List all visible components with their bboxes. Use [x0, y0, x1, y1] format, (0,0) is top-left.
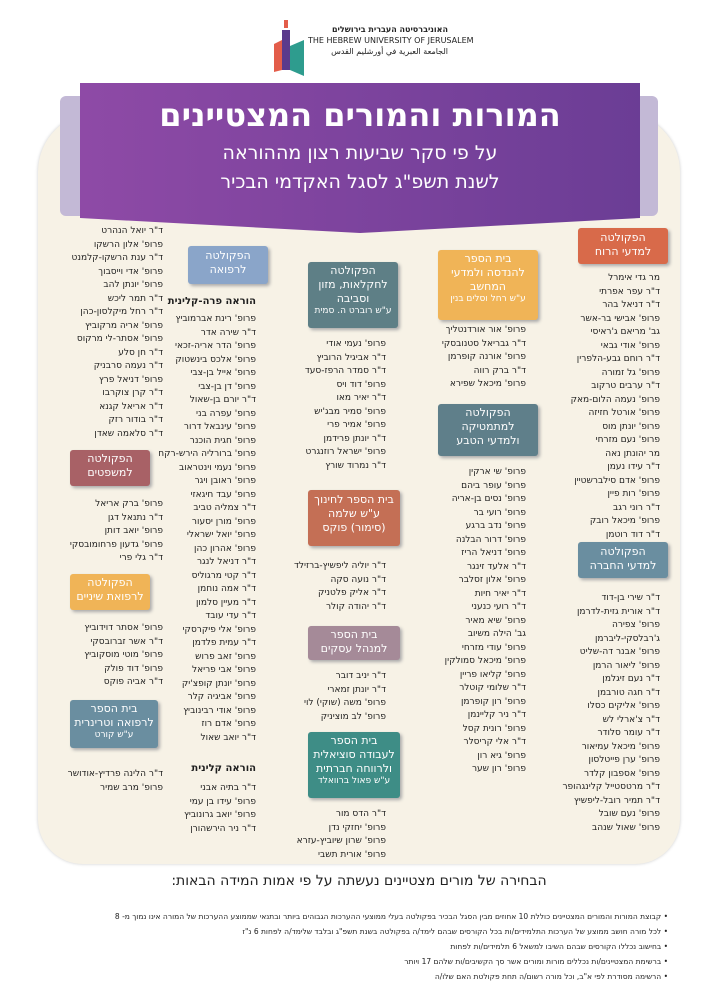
list-item: ד"ר שלומי קוטלר	[459, 683, 526, 693]
list-item: ד"ר סלאמה שאדן	[94, 428, 163, 439]
list-item: ד"ר יאיר חיות	[474, 588, 526, 599]
tag-science-label: הפקולטה למתמטיקה ולמדעי הטבע	[456, 406, 520, 447]
list-item: פרופ' עפרה בני	[195, 408, 256, 419]
tag-veterinary	[70, 700, 158, 748]
list-item: פרופ' אורית תשבי	[318, 849, 386, 860]
list-item: ד"ר שירה אדר	[200, 327, 256, 338]
list-item: ד"ר סמדר הרפז-סעד	[304, 366, 386, 376]
list-item: פרופ' יונתן קופצ'יק	[181, 678, 256, 689]
list-item: ד"ר עדי עובד	[205, 611, 256, 621]
list-item: פרופ' נעמי וינטראוב	[179, 462, 256, 473]
tag-engineering-sub: ע"ש רחל וסלים בנין	[450, 294, 526, 304]
list-item: פרופ' עופר ביהם	[461, 480, 526, 491]
tag-agriculture-label: הפקולטה לחקלאות, מזון וסביבה	[318, 264, 388, 305]
list-item: פרופ' רון קופרמן	[460, 696, 526, 707]
list-item: ד"ר עפר אפרתי	[599, 286, 660, 297]
list-item: ד"ר קטי מרגוליס	[191, 570, 256, 581]
list-item: ד"ר רחל מיקלסון-כהן	[80, 307, 163, 317]
list-item: ד"ר חן סלע	[118, 347, 163, 358]
list-item: פרופ' אדם סילברשטיין	[574, 475, 660, 486]
tag-education-label: בית הספר לחינוך ע"ש שלמה (סימור) פוקס	[314, 493, 394, 534]
list-item: פרופ' מיכאל שפירא	[449, 379, 526, 389]
tag-agriculture-sub: ע"ש רוברט ה. סמית	[314, 306, 392, 316]
list-item: ד"ר יניב דובר	[335, 671, 386, 681]
tag-social-sciences	[578, 542, 668, 578]
list-item: ד"ר תמיר רובל-ליפשיץ	[573, 795, 660, 806]
list-item: ד"ר גבריאל סטנובסקי	[441, 338, 526, 349]
list-item: פרופ' נסים בן-אריה	[451, 494, 526, 504]
list-veterinary	[43, 768, 163, 795]
list-medicine-cont	[43, 225, 163, 441]
list-item: ג'רבלסקי-ליברמן	[594, 633, 660, 644]
subhead-preclinical: הוראה פרה-קלינית	[167, 296, 256, 307]
list-item: פרופ' אודי רבינוביץ	[183, 705, 256, 716]
criteria-list	[48, 909, 668, 984]
list-item: פרופ' מרב שמיר	[100, 782, 163, 793]
list-item: ד"ר דניאל לנגר	[196, 557, 256, 567]
list-item: פרופ' מורן יסעור	[191, 516, 256, 527]
list-item: ד"ר אלי קריסלר	[463, 737, 526, 747]
list-item: ד"ר נועה סקה	[330, 574, 386, 585]
list-item: פרופ' ברורליה הירש-רקח	[158, 449, 256, 459]
list-item: פרופ' גיא רון	[477, 750, 526, 761]
list-item: פרופ' אודי גבאי	[600, 340, 660, 351]
list-item: פרופ' אבי פריאל	[191, 665, 256, 675]
list-item: פרופ' רות פיין	[607, 489, 660, 499]
list-item: ד"ר אלעד זינגר	[466, 561, 526, 572]
list-item: פרופ' אספבון קלדר	[583, 768, 660, 779]
list-item: ד"ר ערבים טרקוב	[591, 381, 660, 391]
tag-veterinary-label: בית הספר לרפואה וטרינרית	[74, 702, 154, 729]
list-item: ד"ר הדס מור	[335, 809, 386, 819]
list-item: ד"ר אמה נוחמן	[197, 584, 256, 594]
list-item: פרופ' אהרון כהן	[194, 543, 256, 554]
list-item: ד"ר נתנאל דגן	[107, 512, 163, 523]
list-item: פרופ' שיא מאיר	[465, 615, 526, 626]
list-item: פרופ' יונתן מוס	[602, 421, 660, 432]
list-item: פרופ' אסתר דוידוביץ	[84, 623, 163, 633]
list-item: פרופ' אלון הרשקו	[93, 239, 163, 250]
list-item: פרופ' דניאל הריז	[461, 548, 526, 558]
list-item: ד"ר רוני רגב	[613, 502, 660, 513]
list-item: ד"ר יונתן זמארי	[327, 684, 386, 695]
hebrew-university-logo-icon	[268, 18, 308, 78]
list-item: ד"ר קרן צוקרבו	[102, 388, 163, 398]
criteria-item: • קבוצת המורות והמורים המצטיינים כוללת 10 אחוזים מבין הסגל הבכיר בפקולטה בעלי ממוצעי ההערכות הגבוהים ביותר ובתנאי שממוצע ההערכות של המורה אינו נמוך מ- 8	[114, 912, 668, 921]
list-item: פרופ' סמיר מבג'יש	[314, 406, 386, 417]
list-item: פרופ' אייל בן-צבי	[190, 368, 256, 378]
page-title: המורות והמורים המצטיינים	[159, 96, 561, 134]
list-item: ד"ר תמר ליכש	[107, 293, 163, 304]
tag-business	[308, 626, 400, 660]
list-item: ד"ר גלי פרי	[119, 553, 163, 563]
list-item: פרופ' דוד ויס	[336, 379, 386, 390]
list-item: מר גדי אימרל	[608, 273, 660, 283]
list-item: ד"ר נעם זיגלמן	[602, 674, 660, 684]
tag-humanities	[578, 228, 668, 264]
list-item: פרופ' אסתר-לי מרקוס	[76, 334, 163, 344]
list-business	[266, 670, 386, 724]
list-item: ד"ר רוחם גבע-הלפרין	[576, 354, 660, 364]
list-item: ד"ר יאיר מאו	[336, 393, 386, 403]
tag-science	[438, 404, 538, 456]
university-name	[308, 24, 474, 57]
list-item: ד"ר ניר קליינמן	[467, 710, 526, 720]
list-item: ד"ר יורם בן-שאול	[189, 395, 256, 405]
list-item: פרופ' רינת אברמוביץ	[175, 314, 256, 324]
tag-business-label: בית הספר למנהל עסקים	[320, 628, 388, 655]
criteria-item: • בחישוב נכללו הקורסים שבהם השיבו למשאל 6 תלמידים/ות לפחות	[450, 942, 668, 951]
list-item: ד"ר יואב שאול	[200, 732, 256, 743]
list-item: פרופ' ראובן ויגר	[194, 476, 256, 486]
list-item: פרופ' אבישי בר-אשר	[580, 313, 660, 324]
list-item: ד"ר הלינה פרדיץ-אודושר	[67, 769, 163, 779]
list-item: פרופ' אלכס בינשטוק	[175, 354, 256, 365]
list-item: ד"ר יואל הנהרט	[101, 226, 163, 236]
list-item: גב' הילה משיוב	[467, 629, 526, 639]
list-item: ד"ר אביה פוקס	[103, 677, 163, 687]
list-item: פרופ' אדי וייסבוך	[98, 266, 163, 277]
list-education	[266, 560, 386, 614]
list-social-sciences	[540, 592, 660, 835]
list-item: ד"ר אורית גזית-לדרמן	[576, 606, 660, 617]
list-item: פרופ' ישראל רוזנגרט	[305, 447, 386, 457]
list-item: פרופ' ברק אריאל	[95, 499, 163, 509]
list-item: פרופ' שאול שנהב	[592, 822, 660, 833]
list-item: ד"ר ענת הרשקו-קלמנט	[71, 253, 163, 263]
list-item: פרופ' אורטל חזיזה	[588, 408, 660, 418]
list-item: פרופ' נעמי אודי	[326, 339, 386, 349]
list-item: פרופ' דן בן-צבי	[198, 381, 256, 392]
list-item: פרופ' דוד פולק	[104, 663, 163, 674]
list-item: פרופ' אדם רוז	[201, 719, 256, 729]
tag-veterinary-sub: ע"ש קורט	[94, 730, 134, 740]
list-item: ד"ר שירי בן-דוד	[601, 593, 660, 603]
list-item: פרופ' רונית קסל	[462, 723, 526, 734]
list-science	[406, 466, 526, 777]
list-item: ד"ר חגה טורבמן	[597, 687, 660, 698]
list-item: פרופ' אבנר דה-שליט	[579, 647, 660, 657]
list-item: ד"ר יהודה קולר	[325, 601, 386, 612]
tag-medicine	[188, 246, 268, 284]
list-item: פרופ' אביגיה קלר	[187, 692, 256, 702]
tag-engineering	[438, 250, 538, 320]
list-item: פרופ' רון שער	[471, 764, 526, 774]
list-item: ד"ר מרטסטייל קלינגהופר	[562, 782, 660, 792]
list-item: פרופ' אלון זסלבר	[458, 575, 526, 585]
list-item: פרופ' מיכאל רובק	[589, 516, 660, 526]
tag-dental	[70, 574, 150, 610]
list-item: גב' מריאם ג'ראיסי	[590, 327, 660, 337]
list-item: ד"ר צ'ארלי לש	[602, 714, 660, 725]
tag-social-work-sub: ע"ש פאול ברוואלד	[317, 776, 391, 786]
list-item: פרופ' נעם שובל	[598, 809, 660, 819]
list-item: פרופ' נדב ברגע	[465, 521, 526, 531]
list-item: ד"ר דוד רוטמן	[605, 529, 660, 540]
list-item: ד"ר עידו נעמן	[607, 462, 660, 472]
list-item: פרופ' יחזקי נדן	[328, 822, 386, 833]
list-item: ד"ר מעיין סלמון	[195, 597, 256, 608]
list-item: פרופ' הדר אריה-זכאי	[175, 341, 256, 351]
list-item: פרופ' גל זמורה	[601, 367, 660, 378]
list-social-work	[266, 808, 386, 862]
list-item: פרופ' גדעון פרחומובסקי	[69, 539, 163, 550]
list-item: פרופ' מוטי מוסקוביץ	[84, 650, 163, 660]
list-item: פרופ' יואל ישראלי	[186, 530, 256, 540]
page-subtitle-1: על פי סקר שביעות רצון מההוראה	[222, 142, 498, 164]
tag-dental-label: הפקולטה לרפואת שיניים	[76, 576, 144, 603]
tag-law	[70, 450, 150, 486]
list-item: ד"ר ברק רווה	[473, 365, 526, 376]
page-subtitle-2: לשנת תשפ"ג לסגל האקדמי הבכיר	[220, 171, 500, 193]
list-item: פרופ' מיכאל עמיאור	[581, 741, 660, 752]
list-item: ד"ר נעמה סרבניק	[93, 361, 163, 371]
list-item: פרופ' קליאו פריין	[459, 669, 526, 680]
list-item: ד"ר בודור רזק	[108, 415, 163, 425]
list-item: פרופ' אורנה קופרמן	[447, 352, 526, 362]
list-item: פרופ' רועי בר	[473, 507, 526, 518]
list-item: פרופ' יואב דותן	[104, 526, 163, 536]
criteria-item: • ברשימת המצטיינים/ות נכללים מורות ומורים אשר סך הקשיבים/ות שלהם 17 ויותר	[404, 957, 668, 966]
tag-social-work-label: בית הספר לעבודה סוציאלית ולרווחה חברתית	[313, 734, 395, 775]
list-item: פרופ' נעם מזרחי	[595, 435, 660, 445]
list-item: פרופ' עבד חיגאזי	[190, 489, 256, 500]
list-item: פרופ' אלי פיקרסקי	[182, 624, 256, 635]
list-item: ד"ר עמית פלדמן	[192, 638, 256, 648]
list-item: פרופ' דרור הבלנה	[455, 534, 526, 545]
criteria-item: • לכל מורה חושב ממוצע של הערכות התלמידים/ות בכל הקורסים שבהם לימד/ה בפקולטה בשנת תשפ"ג ובלבד שלימד/ה לפחות 6 נ"ז	[242, 927, 668, 936]
list-item: פרופ' יואב גרונוביץ	[183, 810, 256, 820]
tag-social-work	[308, 732, 400, 798]
list-item: פרופ' משה (שוקי) לוי	[303, 698, 386, 708]
list-item: פרופ' אור אורדנטליך	[445, 325, 526, 335]
list-engineering	[406, 324, 526, 392]
list-item: ד"ר יוליה ליפשיץ-ברזילד	[293, 561, 386, 571]
tag-education	[308, 490, 400, 546]
list-item: ד"ר עומר סלודר	[597, 728, 660, 738]
uni-name-english: THE HEBREW UNIVERSITY OF JERUSALEM	[308, 36, 474, 45]
tag-engineering-label: בית הספר להנדסה ולמדעי המחשב	[451, 252, 525, 293]
list-item: פרופ' חגית הוכנר	[189, 435, 256, 446]
list-item: פרופ' מיכאל סמולקין	[444, 656, 526, 666]
list-item: פרופ' שי ארקין	[468, 467, 526, 477]
uni-name-arabic: الجامعة العبرية في أورشليم القدس	[331, 47, 448, 56]
subhead-clinical: הוראה קלינית	[191, 763, 256, 774]
list-item: פרופ' לב מוציניק	[320, 711, 386, 722]
tag-agriculture	[308, 262, 398, 328]
criteria-item: • הרשימה מסודרת לפי א"ב, וכל מורה רשום/ה תחת פקולטת האם שלו/ה	[434, 972, 668, 981]
list-item: פרופ' עידו בן עמי	[189, 796, 256, 807]
list-item: ד"ר ניר הירשהורן	[190, 823, 256, 834]
list-item: פרופ' נעמה הלום-מאק	[570, 394, 660, 405]
list-item: פרופ' יונתן להב	[103, 280, 163, 290]
list-item: ד"ר דניאל בהר	[602, 300, 660, 310]
list-item: ד"ר צמליה טביב	[193, 503, 256, 513]
list-item: פרופ' עינבאל דרור	[183, 422, 256, 432]
list-item: פרופ' ערן פייטלסון	[588, 755, 660, 765]
uni-name-hebrew: האוניברסיטה העברית בירושלים	[331, 25, 448, 34]
list-item: פרופ' שרון שיוביץ-עזרא	[296, 836, 386, 846]
tag-humanities-label: הפקולטה למדעי הרוח	[594, 231, 652, 258]
list-item: פרופ' ליאור הרמן	[592, 660, 660, 671]
footer-title: הבחירה של מורים מצטיינים נעשתה על פי אמות המידה הבאות:	[171, 873, 547, 889]
list-dental	[43, 622, 163, 690]
list-item: ד"ר אליק פלטניק	[318, 588, 386, 598]
list-humanities	[550, 272, 660, 542]
list-item: פרופ' אריה מרקוביץ	[84, 320, 163, 331]
tag-medicine-label: הפקולטה לרפואה	[205, 249, 251, 276]
list-item: פרופ' אמיר פרי	[327, 420, 386, 430]
list-item: ד"ר נמרוד שורץ	[325, 460, 386, 471]
list-item: פרופ' עודי מזרחי	[461, 642, 526, 653]
list-item: ד"ר יונתן פרידמן	[323, 433, 386, 444]
list-item: ד"ר אריאל קגנא	[99, 401, 163, 412]
list-item: ד"ר אשר זברובסקי	[90, 636, 163, 647]
list-item: פרופ' אליקים כסלו	[587, 701, 660, 711]
list-item: פרופ' צפירה	[611, 620, 660, 630]
list-item: ד"ר אביגיל הרוביץ	[316, 352, 386, 363]
tag-social-sciences-label: הפקולטה למדעי החברה	[589, 545, 657, 572]
tag-law-label: הפקולטה למשפטים	[87, 452, 133, 479]
list-item: מר יהונתן נאה	[605, 448, 660, 459]
list-item: פרופ' זאב פרוש	[195, 651, 256, 662]
list-item: ד"ר בתיה אבני	[200, 783, 256, 793]
list-item: פרופ' דניאל פרץ	[98, 374, 163, 385]
list-item: ד"ר רועי כנעני	[471, 602, 526, 612]
list-law	[43, 498, 163, 566]
list-agriculture	[266, 338, 386, 473]
